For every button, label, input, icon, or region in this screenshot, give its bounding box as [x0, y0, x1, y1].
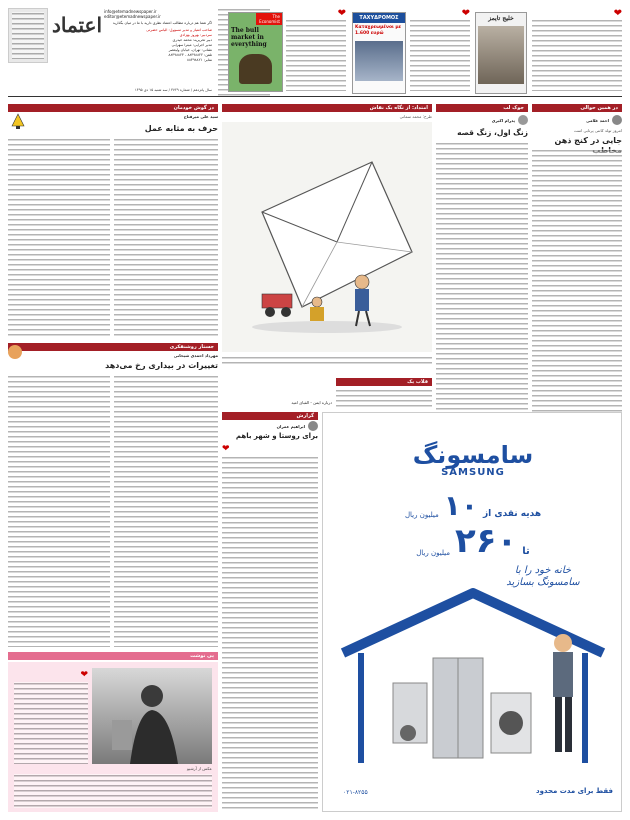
press-card-taxydromos: ΤΑΧΥΔΡΟΜΟΣ Καταχρεωμένοι με 1.600 ευρώ	[352, 12, 406, 94]
col4-bottom-bar: پی نوشت	[8, 652, 218, 660]
cartoon-credit: طرح: محمد سمانی	[399, 114, 432, 119]
col4-headline-2: تغییرات در بیداری رخ می‌دهد	[105, 361, 218, 370]
cartoon-caption	[222, 356, 432, 364]
top-divider	[8, 96, 622, 97]
col1-section-bar: در همین حوالی	[532, 104, 622, 112]
col1-headline: جایی در کنج ذهن	[554, 136, 622, 145]
col2-section-bar: جوک لب	[436, 104, 528, 112]
col4-body2-left	[8, 375, 110, 647]
col4-section-bar-2: جستار روشنفکری	[8, 343, 218, 351]
avatar	[518, 115, 528, 125]
press-text-3	[410, 8, 470, 98]
col2-body	[436, 142, 528, 414]
press-card-khaleej: خلیج تایمز	[475, 12, 527, 94]
ad-brand: سامسونگ SAMSUNG	[412, 441, 534, 478]
col2-byline: پدرام اکبری	[436, 114, 528, 126]
lamp-icon	[8, 110, 28, 130]
ad-house-illustration	[333, 583, 613, 783]
masthead-staff: صاحب امتیاز و مدیر مسوول: الیاس حضرتی سردبیر: بهروز بهزادی دبیر تحریریه: محمد حیدری مدیر اجرایی: میترا سهرابی نشانی: تهران، خیابان ولیعصر تلفن: ۸۸۳۹۸۸۲۲ - ۸۸۳۹۸۸۲۳ نمابر: ۸۸۳۹۸۸۲۱	[146, 28, 212, 62]
col4-body2-right	[114, 375, 218, 647]
bottom-body-side	[14, 682, 88, 764]
col4-headline: حرف به مثابه عمل	[144, 124, 218, 133]
heart-icon: ❤	[613, 8, 622, 19]
heart-icon: ❤	[337, 8, 346, 19]
report-section-bar: گزارش	[222, 412, 318, 420]
ad-footer: فقط برای مدت محدود	[535, 787, 613, 795]
col1-byline: احمد غلامی	[532, 114, 622, 126]
col4-bottom-box	[8, 662, 218, 812]
press-text-4	[532, 8, 622, 98]
heart-icon: ❤	[222, 444, 230, 454]
col4-section-bar: در گوش خودمان	[8, 104, 218, 112]
masthead-thumbnail	[8, 8, 48, 63]
col3-footer-author: درباره ایمن - الفبای امید	[291, 400, 332, 405]
report-byline: ابراهیم عمران	[222, 420, 318, 432]
col4-body-right	[114, 138, 218, 338]
avatar	[612, 115, 622, 125]
bottom-photo	[92, 668, 212, 764]
col4-body-left	[8, 138, 110, 338]
samsung-ad[interactable]	[322, 412, 622, 812]
press-card-economist: The Economist The bull market in everything	[228, 12, 283, 92]
col2-headline: زنگ اول، زنگ قصه	[457, 128, 528, 137]
col3-footer-body	[336, 389, 432, 407]
col4-author: سید علی میرفتاح	[183, 114, 218, 119]
ad-slogan: خانه خود را با سامسونگ بسازید	[506, 565, 580, 588]
heart-icon: ❤	[80, 670, 88, 680]
ad-offer-line1: هدیه نقدی از ۱۰ میلیون ریال	[404, 489, 542, 522]
heart-icon: ❤	[461, 8, 470, 19]
ad-offer-line2: تا ۲۶۰ میلیون ریال	[416, 521, 530, 561]
col3-section-bar: امتداد: از نگاه یک نقاش	[222, 104, 432, 112]
report-body	[222, 456, 318, 812]
issue-line: سال پانزدهم / شماره ۳۷۲۹ / سه شنبه ۱۵ دی ۱۳۹۵	[134, 88, 212, 92]
bottom-photo-credit: عکس از آرشیو	[187, 766, 212, 771]
avatar	[8, 345, 22, 359]
masthead-logo: اعتماد	[51, 13, 103, 37]
report-headline: برای روستا و شهر باهم	[235, 432, 318, 440]
cartoon-illustration	[222, 122, 432, 352]
ad-phone: ۰۲۱-۸۲۵۵	[343, 789, 368, 796]
masthead-contact: info@etemadnewspaper.ir editor@etemadnewspaper.ir اگر شما هم درباره مطالب اعتماد نظری دارید با ما در میان بگذارید	[104, 9, 212, 25]
press-text-2	[286, 8, 346, 98]
col3-footer-bar: قلاب یک	[336, 378, 432, 386]
col4-author-2: مهرداد احمدی شیخانی	[173, 353, 218, 358]
avatar	[308, 421, 318, 431]
col1-kicker: امروز تولد کانتی پرتابی است	[573, 128, 622, 133]
col1-body	[532, 149, 622, 414]
bottom-body	[14, 774, 212, 808]
